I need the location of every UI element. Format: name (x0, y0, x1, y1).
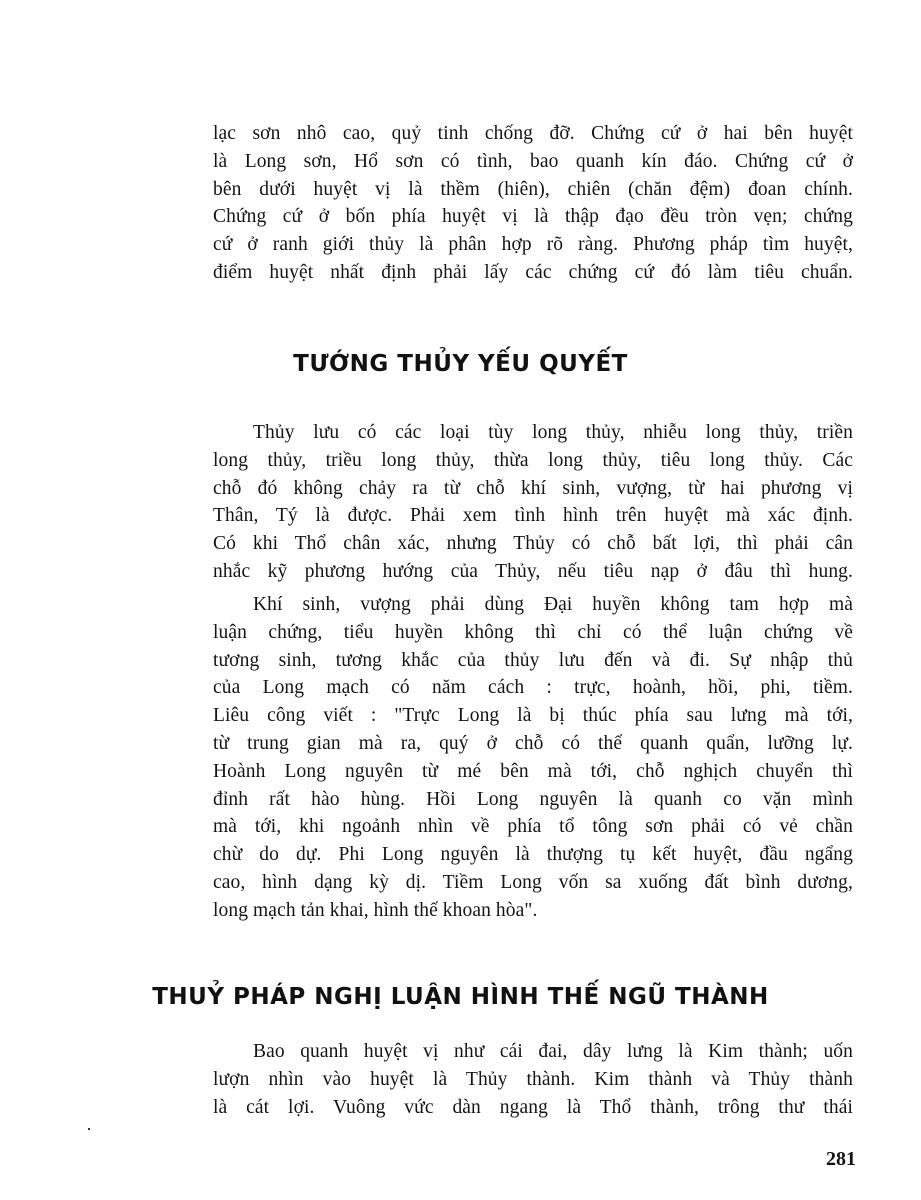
text-line: lạc sơn nhô cao, quỷ tinh chống đỡ. Chứng cứ ở hai bên huyệt (213, 123, 853, 144)
text-line: nhắc kỹ phương hướng của Thủy, nếu tiêu nạp ở đâu thì hung. (213, 560, 853, 582)
paragraph-2 (213, 419, 853, 586)
section-heading-2: THUỶ PHÁP NGHỊ LUẬN HÌNH THẾ NGŨ THÀNH (152, 984, 769, 1010)
text-line: long thủy, triều long thủy, thừa long thủy, tiêu long thủy. Các (213, 449, 853, 471)
text-line: chừ do dự. Phi Long nguyên là thượng tụ kết huyệt, đầu ngẩng (213, 844, 853, 866)
page-number: 281 (826, 1148, 856, 1170)
text-line: long mạch tản khai, hình thế khoan hòa". (213, 899, 538, 921)
text-line: của Long mạch có năm cách : trực, hoành, hồi, phi, tiềm. (213, 677, 853, 699)
text-line: cao, hình dạng kỳ dị. Tiềm Long vốn sa xuống đất bình dương, (213, 871, 853, 893)
text-line: chỗ đó không chảy ra từ chỗ khí sinh, vượng, từ hai phương vị (213, 477, 853, 499)
text-line: Hoành Long nguyên từ mé bên mà tới, chỗ nghịch chuyển thì (213, 760, 853, 782)
text-line: đỉnh rất hào hùng. Hồi Long nguyên là quanh co vặn mình (213, 788, 853, 810)
text-line: bên dưới huyệt vị là thềm (hiên), chiên (chăn đệm) đoan chính. (213, 178, 853, 200)
text-line: cứ ở ranh giới thủy là phân hợp rõ ràng. Phương pháp tìm huyệt, (213, 234, 853, 256)
scan-speck (88, 1128, 90, 1130)
paragraph-1 (213, 120, 853, 287)
text-line: là cát lợi. Vuông vức dàn ngang là Thổ thành, trông thư thái (213, 1096, 853, 1118)
text-line: tương sinh, tương khắc của thủy lưu đến và đi. Sự nhập thủ (213, 649, 853, 671)
section-heading-1: TƯỚNG THỦY YẾU QUYẾT (293, 351, 628, 377)
text-line: điểm huyệt nhất định phải lấy các chứng cứ đó làm tiêu chuẩn. (213, 261, 853, 283)
text-line: luận chứng, tiểu huyền không thì chỉ có thể luận chứng về (213, 621, 853, 643)
text-line: Chứng cứ ở bốn phía huyệt vị là thập đạo đều tròn vẹn; chứng (213, 206, 853, 228)
text-line: Có khi Thổ chân xác, nhưng Thủy có chỗ bất lợi, thì phải cân (213, 533, 853, 555)
text-line: Khí sinh, vượng phải dùng Đại huyền không tam hợp mà (253, 594, 853, 615)
text-line: là Long sơn, Hổ sơn có tình, bao quanh kín đáo. Chứng cứ ở (213, 150, 853, 172)
text-line: Bao quanh huyệt vị như cái đai, dây lưng là Kim thành; uốn (253, 1041, 853, 1062)
text-line: Liêu công viết : "Trực Long là bị thúc phía sau lưng mà tới, (213, 705, 853, 727)
text-line: lượn nhìn vào huyệt là Thủy thành. Kim thành và Thủy thành (213, 1068, 853, 1090)
text-line: từ trung gian mà ra, quý ở chỗ có thế quanh quẩn, lưỡng lự. (213, 732, 853, 754)
paragraph-4 (213, 1038, 853, 1121)
paragraph-3 (213, 591, 853, 925)
text-line: Thân, Tý là được. Phải xem tình hình trên huyệt mà xác định. (213, 505, 853, 527)
text-line: mà tới, khi ngoảnh nhìn về phía tổ tông sơn phải có vẻ chần (213, 816, 853, 838)
text-line: Thủy lưu có các loại tùy long thủy, nhiễu long thủy, triền (253, 422, 853, 443)
